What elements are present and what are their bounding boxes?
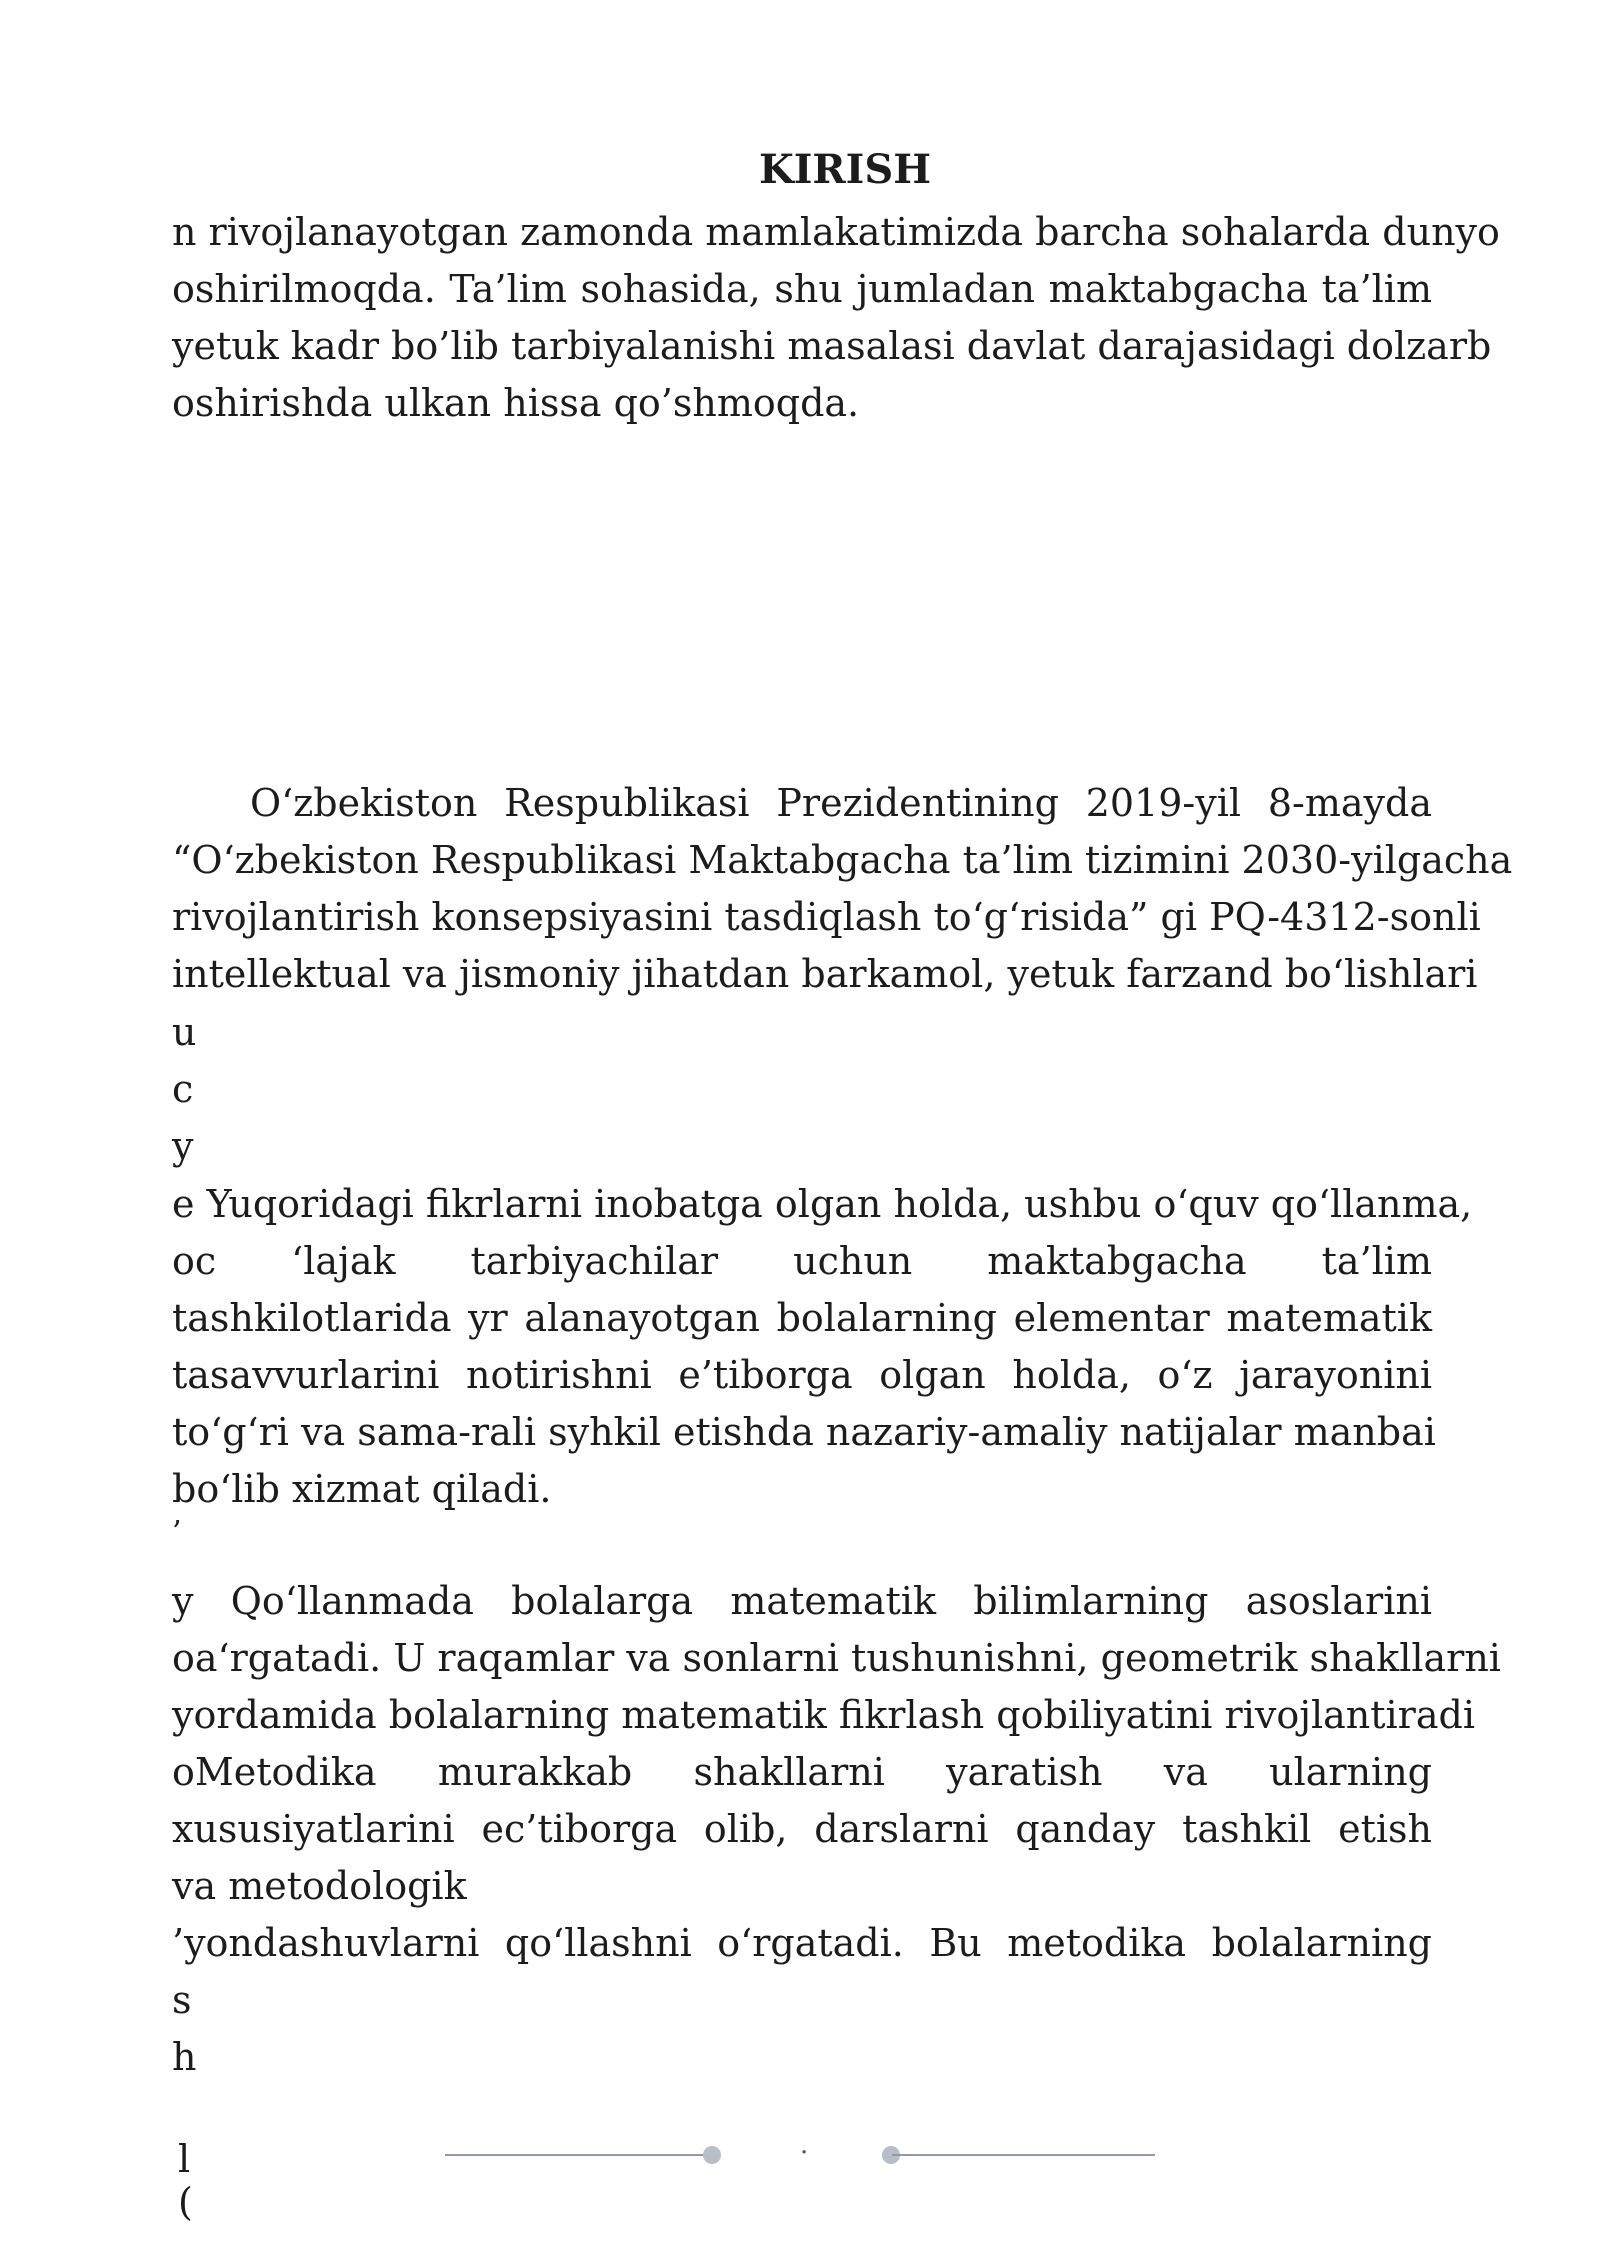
stray-mark: ’ bbox=[172, 1515, 182, 1550]
text-line: to‘g‘ri va sama-rali syhkil etishda nazariy-amaliy natijalar manbai bbox=[172, 1410, 1436, 1454]
page-title: KIRISH bbox=[758, 146, 932, 193]
text-line: bo‘lib xizmat qiladi. bbox=[172, 1467, 552, 1511]
decree-paragraph bbox=[172, 775, 1513, 1003]
text-line: intellektual va jismoniy jihatdan barkamol, yetuk farzand bo‘lishlari bbox=[172, 952, 1478, 996]
intro-paragraph bbox=[172, 204, 1500, 432]
text-line: y Qo‘llanmada bolalarga matematik bilimlarning asoslarini bbox=[172, 1579, 1432, 1623]
text-line: O‘zbekiston Respublikasi Prezidentining 2019-yil 8-mayda bbox=[250, 781, 1432, 825]
stray-letter: h bbox=[172, 2035, 197, 2079]
stray-letter: s bbox=[172, 1978, 192, 2022]
text-line: ’yondashuvlarni qo‘llashni o‘rgatadi. Bu metodika bolalarning bbox=[172, 1921, 1432, 1965]
stray-letter: c bbox=[172, 1067, 194, 1111]
text-line: oshirishda ulkan hissa qo’shmoqda. bbox=[172, 381, 860, 425]
text-line: rivojlantirish konsepsiyasini tasdiqlash to‘g‘risida” gi PQ-4312-sonli bbox=[172, 895, 1481, 939]
text-line: oMetodika murakkab shakllarni yaratish va ularning bbox=[172, 1750, 1432, 1794]
text-line: oa‘rgatadi. U raqamlar va sonlarni tushunishni, geometrik shakllarni bbox=[172, 1636, 1501, 1680]
text-line: oc ‘lajak tarbiyachilar uchun maktabgacha ta’lim bbox=[172, 1239, 1432, 1283]
text-line: yetuk kadr bo’lib tarbiyalanishi masalasi davlat darajasidagi dolzarb bbox=[172, 324, 1492, 368]
text-line: tashkilotlarida yr alanayotgan bolalarning elementar matematik bbox=[172, 1296, 1432, 1340]
text-line: xususiyatlarini ec’tiborga olib, darslarni qanday tashkil etish bbox=[172, 1807, 1432, 1851]
text-line: e Yuqoridagi fikrlarni inobatga olgan holda, ushbu o‘quv qo‘llanma, bbox=[172, 1182, 1473, 1226]
stray-letter: ( bbox=[178, 2180, 193, 2224]
stray-letter: u bbox=[172, 1010, 197, 1054]
text-line: yordamida bolalarning matematik fikrlash qobiliyatini rivojlantiradi bbox=[172, 1693, 1475, 1737]
ornament-line-left bbox=[445, 2154, 710, 2156]
method-paragraph bbox=[172, 1573, 1501, 1972]
text-line: va metodologik bbox=[172, 1864, 467, 1908]
text-line: tasavvurlarini notirishni e’tiborga olgan holda, o‘z jarayonini bbox=[172, 1353, 1432, 1397]
stray-letters bbox=[178, 2136, 193, 2222]
text-line: “O‘zbekiston Respublikasi Maktabgacha ta’lim tizimini 2030-yilgacha bbox=[172, 838, 1513, 882]
purpose-paragraph bbox=[172, 1176, 1473, 1518]
stray-letters bbox=[172, 1972, 196, 2086]
stray-letter: l bbox=[178, 2137, 191, 2181]
text-line: n rivojlanayotgan zamonda mamlakatimizda barcha sohalarda dunyo bbox=[172, 210, 1500, 254]
stray-letters bbox=[172, 1004, 196, 1175]
stray-letter: y bbox=[172, 1124, 194, 1168]
ornament-line-right bbox=[892, 2154, 1155, 2156]
ornament-dot-left bbox=[703, 2146, 721, 2164]
ornament-mark: · bbox=[800, 2138, 809, 2168]
text-line: oshirilmoqda. Ta’lim sohasida, shu jumladan maktabgacha ta’lim bbox=[172, 267, 1432, 311]
